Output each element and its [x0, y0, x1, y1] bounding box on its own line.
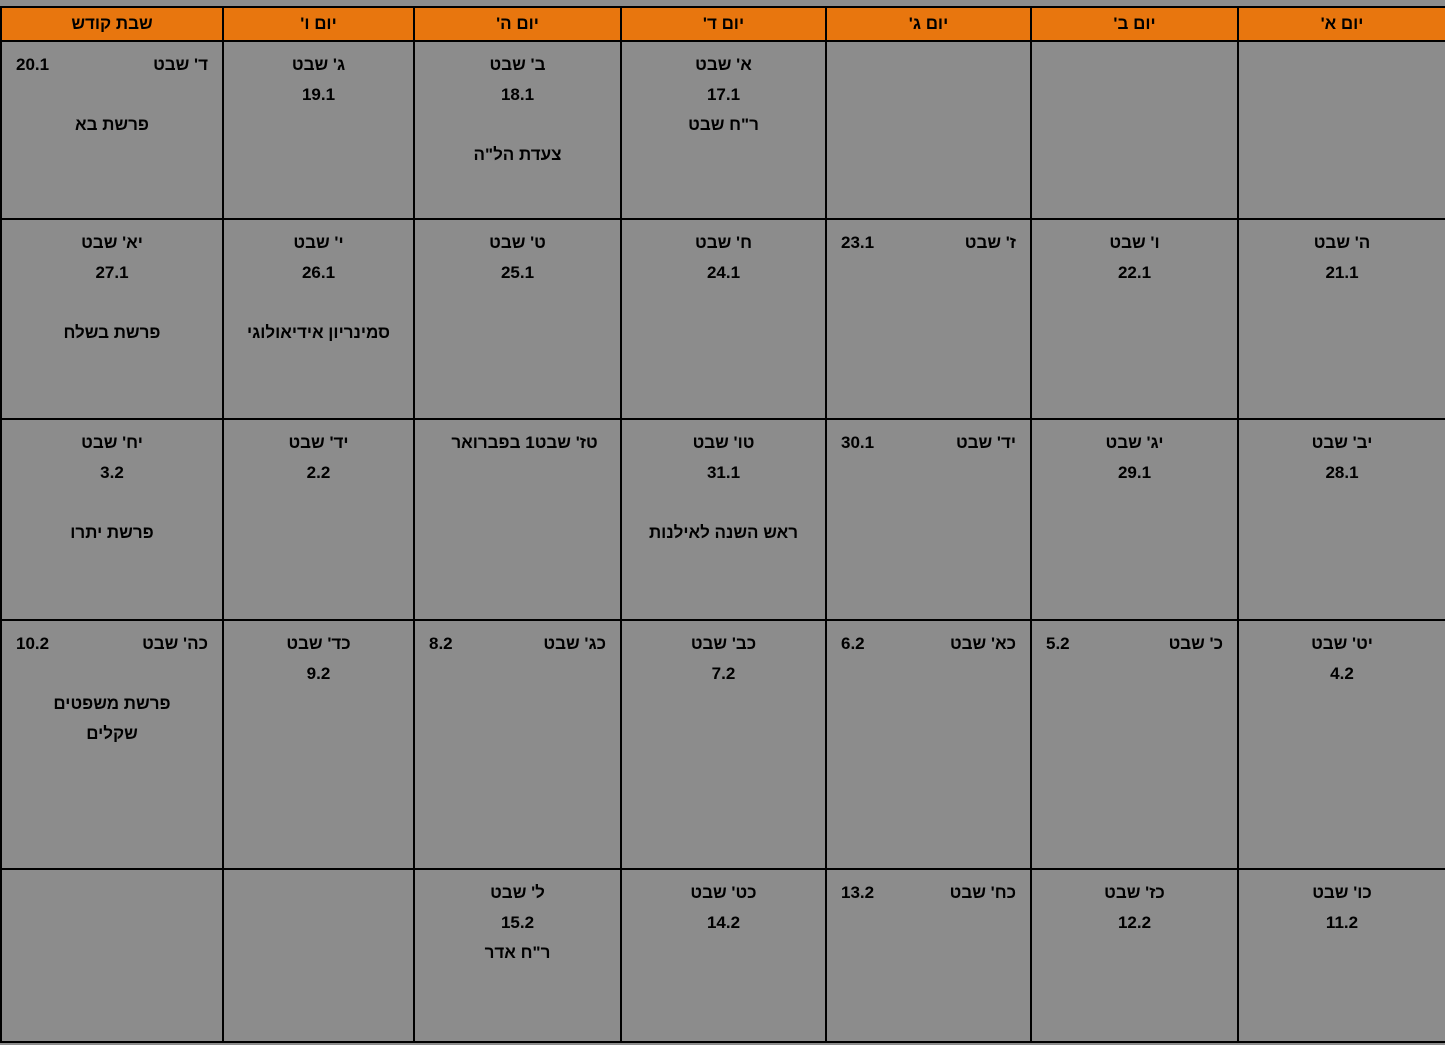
gregorian-date: 27.1 [95, 263, 129, 282]
gregorian-date: 25.1 [500, 263, 535, 282]
day-cell [223, 219, 414, 419]
event-label: פרשת בא [75, 115, 149, 134]
gregorian-date: 17.1 [706, 85, 741, 104]
event-gap [415, 110, 620, 140]
day-cell [223, 419, 414, 620]
event-label: צעדת הל"ה [473, 145, 562, 164]
hebrew-date: ב' שבט [489, 55, 546, 74]
hebrew-date: יד' שבט [288, 433, 349, 452]
day-cell [414, 419, 621, 620]
week-row [1, 869, 1445, 1042]
gregorian-date: 15.2 [500, 913, 535, 932]
hebrew-date: כב' שבט [690, 634, 757, 653]
gregorian-date: 19.1 [301, 85, 336, 104]
hebrew-date: יט' שבט [1311, 634, 1373, 653]
gregorian-date: 29.1 [1117, 463, 1152, 482]
hebrew-date: טו' שבט [692, 433, 755, 452]
day-cell [621, 219, 826, 419]
hebrew-date: כט' שבט [690, 883, 757, 902]
gregorian-date: 4.2 [1330, 664, 1354, 683]
event-label: פרשת בשלח [63, 323, 161, 342]
day-column-header-friday: יום ו' [223, 7, 414, 41]
event-gap [2, 488, 222, 518]
hebrew-date: ה' שבט [1313, 233, 1371, 252]
week-row [1, 620, 1445, 869]
event-gap [224, 288, 413, 318]
day-cell [1, 41, 223, 219]
gregorian-date: 20.1 [16, 55, 50, 74]
gregorian-date: 21.1 [1325, 263, 1359, 282]
gregorian-date: 13.2 [841, 883, 875, 902]
day-cell [414, 41, 621, 219]
gregorian-date: 2.2 [306, 463, 331, 482]
day-cell [1, 219, 223, 419]
gregorian-date: 12.2 [1117, 913, 1152, 932]
hebrew-date: ל' שבט [490, 883, 545, 902]
date-line [415, 629, 620, 659]
hebrew-date: ז' שבט [964, 233, 1016, 252]
date-line [2, 50, 222, 80]
day-cell [1238, 620, 1445, 869]
event-gap [2, 659, 222, 689]
hebrew-date: כו' שבט [1312, 883, 1372, 902]
day-column-header-shabbat: שבת קודש [1, 7, 223, 41]
gregorian-date: 3.2 [100, 463, 124, 482]
hebrew-date: ד' שבט [153, 55, 208, 74]
empty-day-cell [1238, 41, 1445, 219]
event-label: ר"ח שבט [688, 115, 759, 134]
day-column-header-sunday: יום א' [1238, 7, 1445, 41]
gregorian-date: 31.1 [706, 463, 741, 482]
day-cell [1031, 419, 1238, 620]
hebrew-date: כה' שבט [142, 634, 208, 653]
gregorian-date: 9.2 [306, 664, 331, 683]
date-line [2, 629, 222, 659]
day-cell [1, 419, 223, 620]
day-cell [826, 419, 1031, 620]
day-cell [414, 219, 621, 419]
day-cell [1031, 620, 1238, 869]
empty-day-cell [1, 869, 223, 1042]
day-cell [1238, 219, 1445, 419]
hebrew-date: י' שבט [293, 233, 344, 252]
hebrew-date: כא' שבט [949, 634, 1016, 653]
event-label: סמינריון אידיאולוגי [246, 323, 390, 342]
week-row [1, 41, 1445, 219]
hebrew-date: יד' שבט [955, 433, 1016, 452]
gregorian-date: 7.2 [711, 664, 736, 683]
empty-day-cell [223, 869, 414, 1042]
hebrew-date: יג' שבט [1105, 433, 1164, 452]
hebrew-date: כח' שבט [949, 883, 1016, 902]
event-label: פרשת משפטים [53, 694, 171, 713]
day-cell [1031, 219, 1238, 419]
event-gap [2, 288, 222, 318]
event-label: ר"ח אדר [484, 943, 551, 962]
calendar-table [0, 6, 1445, 1043]
day-cell [826, 869, 1031, 1042]
hebrew-date: ו' שבט [1109, 233, 1160, 252]
date-line [827, 629, 1030, 659]
header-row [1, 7, 1445, 41]
gregorian-date: 6.2 [841, 634, 865, 653]
day-cell [826, 219, 1031, 419]
gregorian-date: 30.1 [841, 433, 875, 452]
day-cell [414, 620, 621, 869]
day-cell [1031, 869, 1238, 1042]
event-gap [622, 488, 825, 518]
week-row [1, 419, 1445, 620]
hebrew-date: א' שבט [695, 55, 752, 74]
event-label: שקלים [86, 724, 138, 743]
gregorian-date: 28.1 [1325, 463, 1359, 482]
day-cell [414, 869, 621, 1042]
day-column-header-thursday: יום ה' [414, 7, 621, 41]
hebrew-date: יב' שבט [1311, 433, 1373, 452]
hebrew-date: יא' שבט [81, 233, 143, 252]
day-cell [621, 620, 826, 869]
hebrew-date: כ' שבט [1168, 634, 1223, 653]
event-gap [2, 80, 222, 110]
hebrew-date: ט' שבט [489, 233, 546, 252]
hebrew-date: כז' שבט [1104, 883, 1165, 902]
gregorian-date: 18.1 [500, 85, 535, 104]
day-cell [223, 620, 414, 869]
gregorian-date: 26.1 [301, 263, 336, 282]
gregorian-date: 1 בפברואר [451, 433, 535, 452]
day-column-header-monday: יום ב' [1031, 7, 1238, 41]
day-cell [826, 620, 1031, 869]
gregorian-date: 23.1 [841, 233, 875, 252]
date-line [827, 428, 1030, 458]
day-cell [621, 419, 826, 620]
gregorian-date: 5.2 [1046, 634, 1070, 653]
event-label: ראש השנה לאילנות [648, 523, 798, 542]
day-cell [1238, 869, 1445, 1042]
date-line [827, 228, 1030, 258]
gregorian-date: 10.2 [16, 634, 50, 653]
gregorian-date: 14.2 [706, 913, 741, 932]
gregorian-date: 24.1 [706, 263, 741, 282]
date-line [827, 878, 1030, 908]
day-cell [223, 41, 414, 219]
gregorian-date: 8.2 [429, 634, 453, 653]
gregorian-date: 22.1 [1117, 263, 1152, 282]
day-cell [621, 41, 826, 219]
gregorian-date: 11.2 [1325, 913, 1359, 932]
hebrew-date: יח' שבט [81, 433, 143, 452]
week-row [1, 219, 1445, 419]
day-column-header-wednesday: יום ד' [621, 7, 826, 41]
day-column-header-tuesday: יום ג' [826, 7, 1031, 41]
date-line [415, 428, 620, 458]
day-cell [1, 620, 223, 869]
day-cell [621, 869, 826, 1042]
day-cell [1238, 419, 1445, 620]
empty-day-cell [1031, 41, 1238, 219]
event-label: פרשת יתרו [70, 523, 154, 542]
hebrew-date: ח' שבט [695, 233, 752, 252]
hebrew-date: כג' שבט [543, 634, 606, 653]
hebrew-date: כד' שבט [286, 634, 351, 653]
date-line [1032, 629, 1237, 659]
hebrew-date: טז' שבט [534, 433, 598, 452]
empty-day-cell [826, 41, 1031, 219]
hebrew-date: ג' שבט [291, 55, 346, 74]
